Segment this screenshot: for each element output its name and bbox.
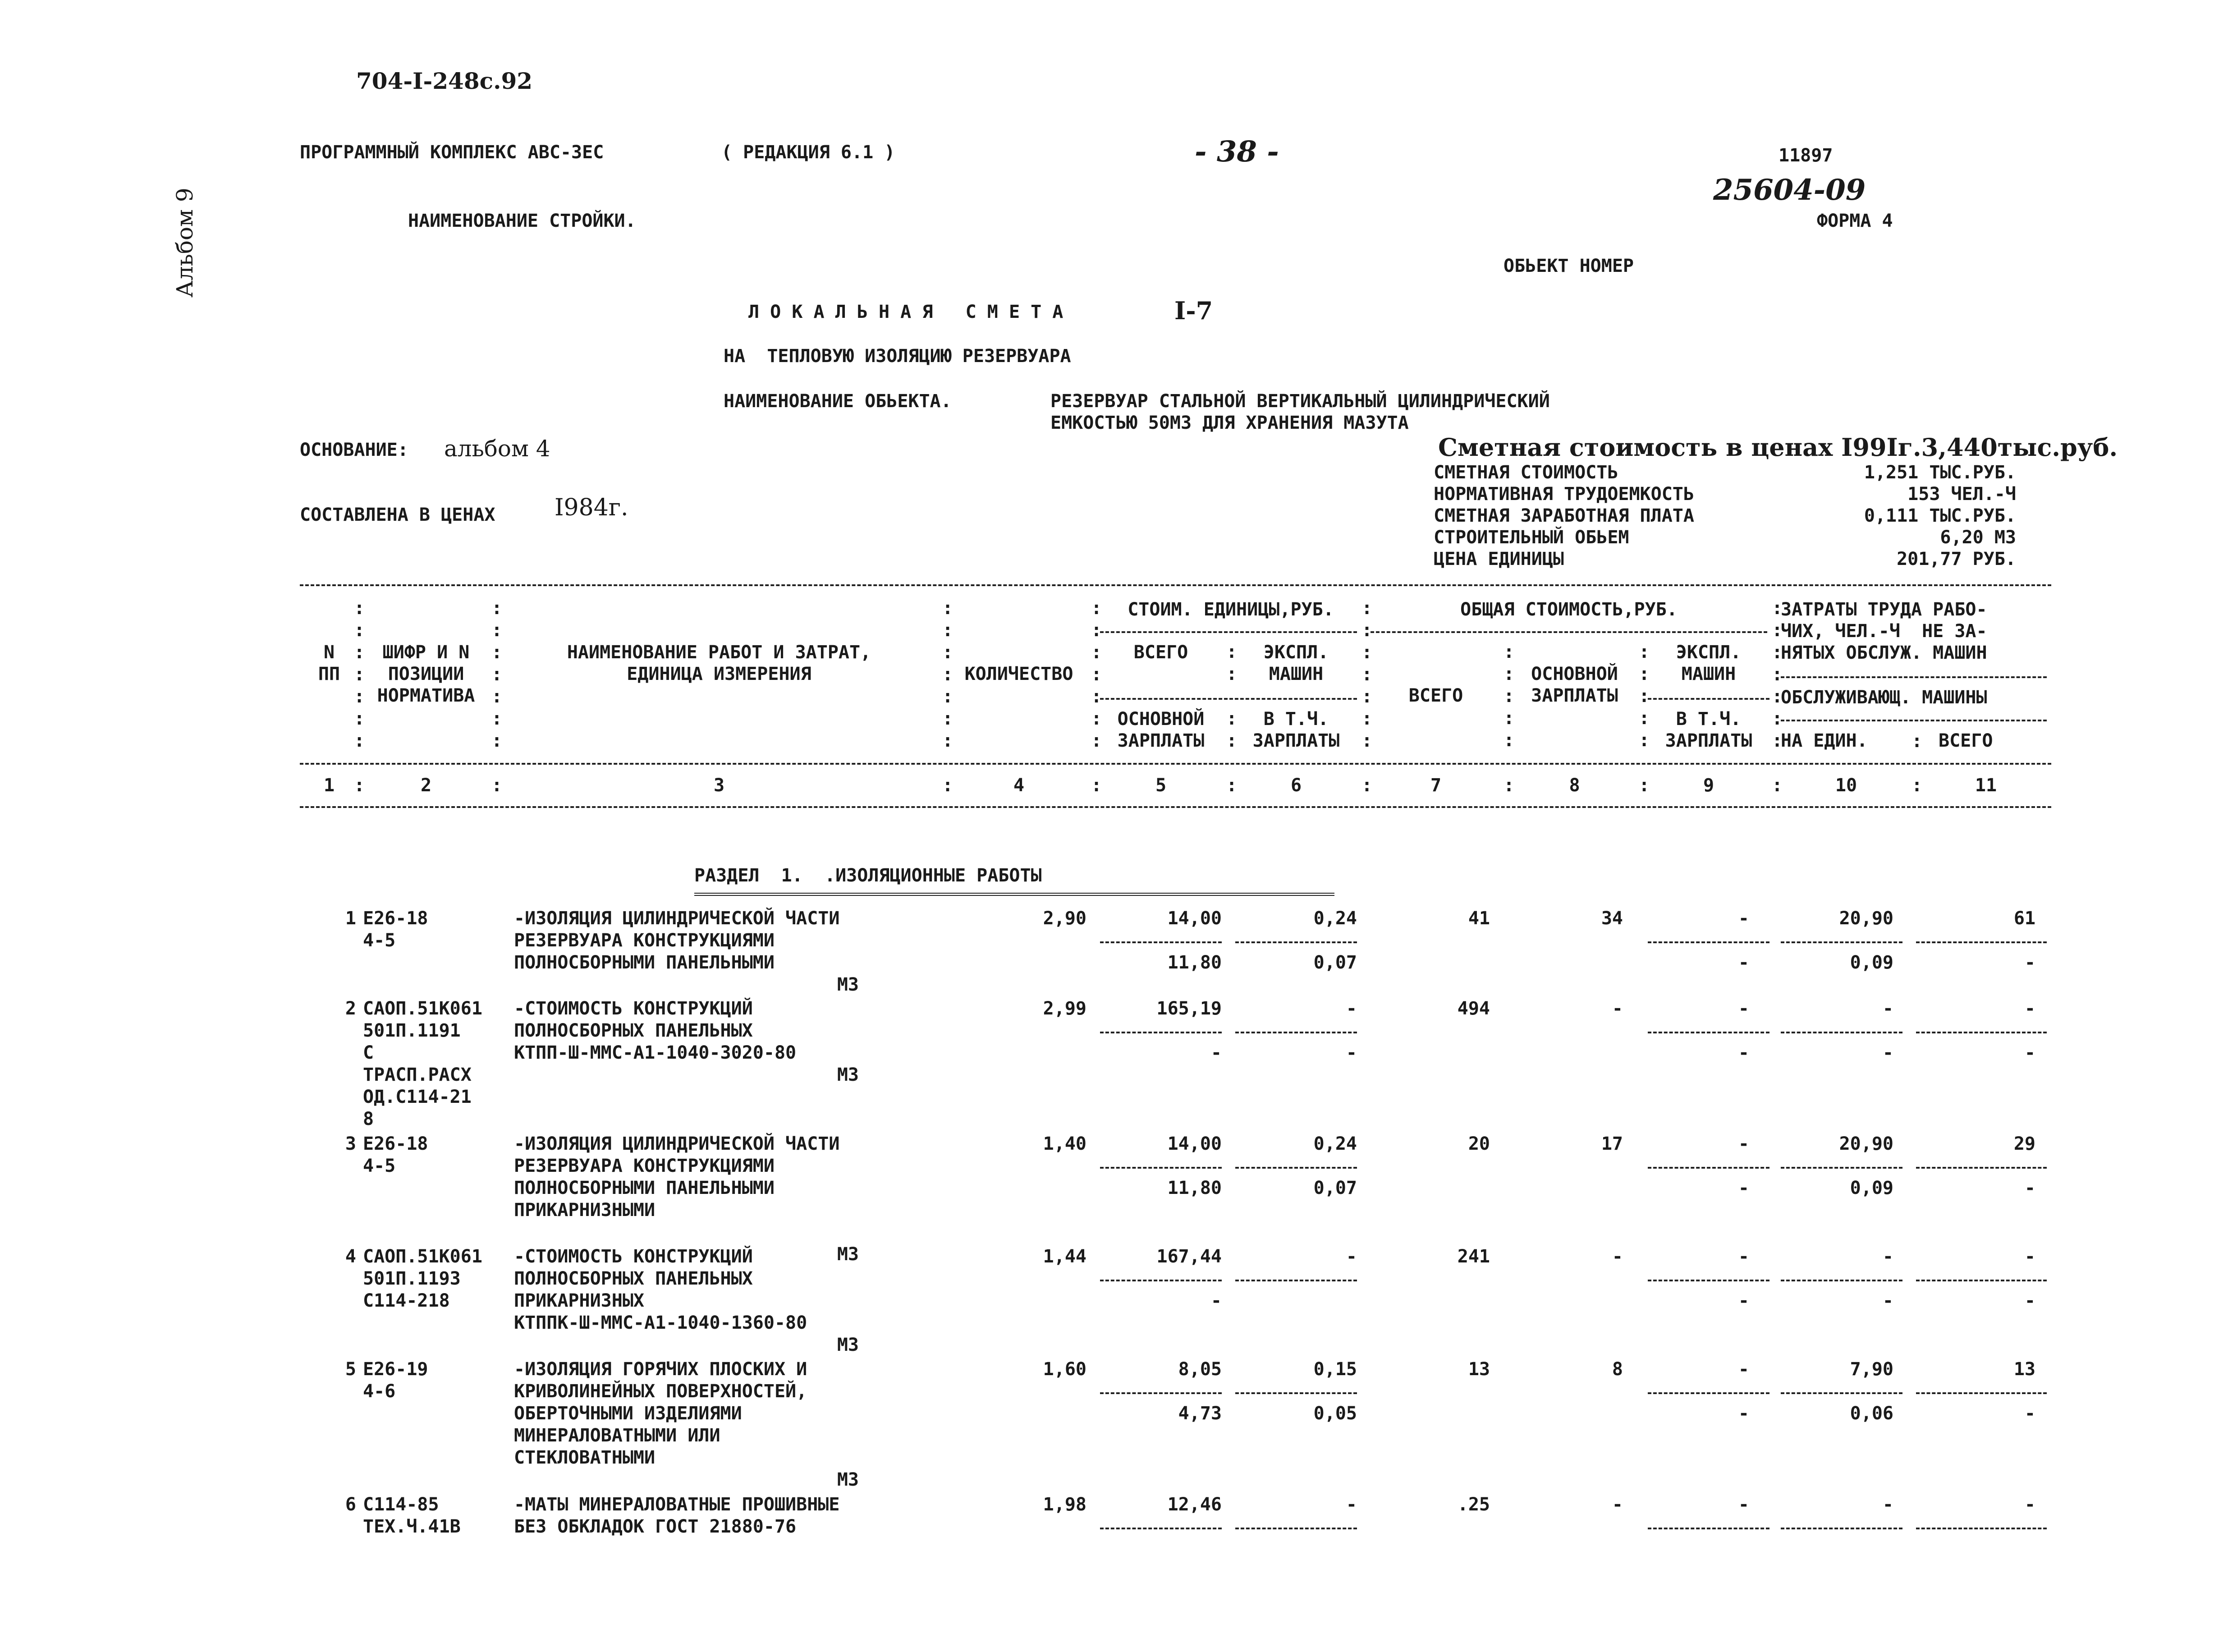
subtotal-rule [1916,1280,2047,1281]
row-total: 41 [1468,908,1490,929]
summary-label: СТРОИТЕЛЬНЫЙ ОБЬЕМ [1434,527,1629,548]
summary-label: СМЕТНАЯ ЗАРАБОТНАЯ ПЛАТА [1434,505,1694,526]
column-separator: : [1772,775,1783,796]
row-quantity: 2,99 [1043,998,1086,1019]
rule-line [1781,676,2047,678]
row-total-machines: - [1738,1246,1749,1267]
row-labor-total: 61 [2013,908,2035,929]
row-total: .25 [1457,1494,1490,1515]
column-separator: : [1091,775,1102,796]
inventory-number: 25604-09 [1713,173,1866,207]
row-unit-wage: 11,80 [1167,952,1222,973]
column-separator: : [1912,731,1923,752]
summary-header: Сметная стоимость в ценах I99Iг.3,440тыс.руб. [1438,433,2118,462]
header-labor-machines: ОБСЛУЖИВАЮЩ. МАШИНЫ [1781,687,1987,708]
row-quantity: 1,44 [1043,1246,1086,1267]
header-unit-mach-wage: В Т.Ч. [1263,709,1329,730]
summary-value: 201,77 РУБ. [1897,549,2016,569]
prices-year: I984г. [555,494,628,521]
subtotal-rule [1100,1032,1222,1033]
row-code: 4-6 [363,1381,396,1402]
subtotal-rule [1916,941,2047,943]
row-total-wage: 17 [1601,1133,1623,1154]
column-number: 8 [1569,775,1580,796]
object-name-line1: РЕЗЕРВУАР СТАЛЬНОЙ ВЕРТИКАЛЬНЫЙ ЦИЛИНДРИЧЕСКИЙ [1050,391,1550,412]
row-unit-total: 167,44 [1156,1246,1222,1267]
column-separator: : : [1226,642,1238,684]
header-total-machines: ЭКСПЛ. [1676,642,1742,663]
row-name: ПОЛНОСБОРНЫХ ПАНЕЛЬНЫХ [514,1268,753,1289]
row-total-wage: - [1612,1494,1623,1515]
row-total-machines: - [1738,998,1749,1019]
subtotal-rule [1235,1528,1357,1529]
page-number: - 38 - [1195,135,1279,169]
header-col1: N [323,642,335,663]
summary-value: 1,251 ТЫС.РУБ. [1864,462,2016,483]
subtotal-rule [1235,1032,1357,1033]
row-labor-mach-total: - [2024,1290,2035,1311]
column-number: 9 [1703,775,1714,796]
row-total-mach-wage: - [1738,1290,1749,1311]
row-unit-mach-wage: 0,07 [1313,952,1357,973]
estimate-title: Л О К А Л Ь Н А Я С М Е Т А [748,302,1063,322]
row-labor-mach-unit: 0,09 [1850,952,1893,973]
header-unit-cost: СТОИМ. ЕДИНИЦЫ,РУБ. [1128,599,1334,620]
row-code: С114-85 [363,1494,439,1515]
section-title: РАЗДЕЛ 1. .ИЗОЛЯЦИОННЫЕ РАБОТЫ [694,865,1042,886]
summary-value: 0,111 ТЫС.РУБ. [1864,505,2016,526]
rule-line [300,806,2051,808]
row-labor-total: - [2024,998,2035,1019]
subtotal-rule [1781,1392,1902,1394]
column-number: 5 [1155,775,1167,796]
row-name: ПРИКАРНИЗНЫХ [514,1290,644,1311]
row-code: Е26-18 [363,908,428,929]
row-total-mach-wage: - [1738,1178,1749,1198]
row-unit-machines: 0,24 [1313,1133,1357,1154]
subtotal-rule [1235,1167,1357,1169]
subtotal-rule [1648,1032,1769,1033]
summary-label: НОРМАТИВНАЯ ТРУДОЕМКОСТЬ [1434,484,1694,505]
row-name: ОБЕРТОЧНЫМИ ИЗДЕЛИЯМИ [514,1403,742,1424]
column-number: 2 [420,775,432,796]
row-labor-total: - [2024,1246,2035,1267]
row-unit-machines: 0,24 [1313,908,1357,929]
row-name: -ИЗОЛЯЦИЯ ГОРЯЧИХ ПЛОСКИХ И [514,1359,807,1380]
column-number: 7 [1430,775,1442,796]
row-total-wage: 8 [1612,1359,1623,1380]
prices-label: СОСТАВЛЕНА В ЦЕНАХ [300,505,495,525]
row-name: ПОЛНОСБОРНЫХ ПАНЕЛЬНЫХ [514,1020,753,1041]
row-unit-total: 8,05 [1178,1359,1222,1380]
reference-number: 11897 [1779,145,1833,166]
row-total-wage: - [1612,998,1623,1019]
column-separator: : : : : : [1504,642,1515,751]
row-quantity: 1,98 [1043,1494,1086,1515]
rule-line [1371,631,1767,633]
header-total-wage: ОСНОВНОЙ [1531,664,1618,684]
row-labor-unit: 20,90 [1839,1133,1893,1154]
header-total-wage: ЗАРПЛАТЫ [1531,685,1618,706]
row-name: -СТОИМОСТЬ КОНСТРУКЦИЙ [514,1246,753,1267]
row-total-wage: 34 [1601,908,1623,929]
header-labor: ЧИХ, ЧЕЛ.-Ч НЕ ЗА- [1781,621,1987,642]
row-unit-total: 165,19 [1156,998,1222,1019]
subtotal-rule [1235,1280,1357,1281]
row-name: СТЕКЛОВАТНЫМИ [514,1447,656,1468]
row-name: КТППК-Ш-ММС-А1-1040-1360-80 [514,1312,807,1333]
rule-line [1648,698,1769,700]
subtotal-rule [1916,1392,2047,1394]
subtotal-rule [1100,1528,1222,1529]
column-separator: : [942,775,953,796]
row-total-mach-wage: - [1738,1403,1749,1424]
subtotal-rule [1648,1167,1769,1169]
subtotal-rule [1648,1280,1769,1281]
object-name-line2: ЕМКОСТЬЮ 50М3 ДЛЯ ХРАНЕНИЯ МАЗУТА [1050,413,1409,433]
header-quantity: КОЛИЧЕСТВО [964,664,1073,684]
row-labor-mach-unit: - [1882,1290,1893,1311]
header-labor: ЗАТРАТЫ ТРУДА РАБО- [1781,599,1987,620]
row-labor-unit: - [1882,1494,1893,1515]
row-code: 501П.1193 [363,1268,461,1289]
basis-value: альбом 4 [444,436,550,462]
row-name: КРИВОЛИНЕЙНЫХ ПОВЕРХНОСТЕЙ, [514,1381,807,1402]
row-unit-wage: 11,80 [1167,1178,1222,1198]
row-code: Е26-19 [363,1359,428,1380]
rule-line [300,584,2051,586]
row-number: 4 [345,1246,356,1267]
column-separator: : : : : : : : [942,598,953,751]
header-col3: НАИМЕНОВАНИЕ РАБОТ И ЗАТРАТ, [567,642,871,663]
row-quantity: 2,90 [1043,908,1086,929]
row-unit-machines: - [1346,998,1357,1019]
column-number: 3 [713,775,725,796]
header-total-mach-wage: ЗАРПЛАТЫ [1665,730,1752,751]
row-labor-mach-unit: - [1882,1042,1893,1063]
row-unit-mach-wage: - [1346,1042,1357,1063]
header-total-machines: МАШИН [1681,664,1736,684]
subtotal-rule [1648,941,1769,943]
row-unit-machines: 0,15 [1313,1359,1357,1380]
summary-label: ЦЕНА ЕДИНИЦЫ [1434,549,1564,569]
row-unit-mach-wage: 0,05 [1313,1403,1357,1424]
column-number: 4 [1013,775,1025,796]
row-name: МИНЕРАЛОВАТНЫМИ ИЛИ [514,1425,720,1446]
row-name: РЕЗЕРВУАРА КОНСТРУКЦИЯМИ [514,930,775,951]
row-unit-total: 12,46 [1167,1494,1222,1515]
header-col2: ПОЗИЦИИ [388,664,464,684]
column-separator: : [1361,775,1373,796]
subtotal-rule [1916,1528,2047,1529]
row-total-wage: - [1612,1246,1623,1267]
row-unit-machines: - [1346,1494,1357,1515]
header-col1: ПП [318,664,340,684]
header-total-mach-wage: В Т.Ч. [1676,709,1742,730]
header-unit-wage: ЗАРПЛАТЫ [1117,730,1205,751]
row-labor-unit: - [1882,1246,1893,1267]
column-separator: : [491,775,503,796]
construction-label: НАИМЕНОВАНИЕ СТРОЙКИ. [408,211,636,231]
row-total: 494 [1457,998,1490,1019]
rule-line [1100,631,1357,633]
row-labor-unit: - [1882,998,1893,1019]
row-number: 1 [345,908,356,929]
column-separator: : : : : : : : [354,598,365,751]
header-labor: НЯТЫХ ОБСЛУЖ. МАШИН [1781,642,1987,663]
rule-line [1781,720,2047,721]
album-side-label: Альбом 9 [172,188,198,298]
row-name: БЕЗ ОБКЛАДОК ГОСТ 21880-76 [514,1516,797,1537]
header-unit-mach-wage: ЗАРПЛАТЫ [1252,730,1340,751]
row-labor-mach-total: - [2024,952,2035,973]
object-number-label: ОБЬЕКТ НОМЕР [1504,256,1634,276]
header-total-all: ВСЕГО [1408,685,1463,706]
row-number: 6 [345,1494,356,1515]
rule-line [300,763,2051,765]
row-unit-wage: 4,73 [1178,1403,1222,1424]
row-number: 2 [345,998,356,1019]
row-number: 5 [345,1359,356,1380]
row-code: Е26-18 [363,1133,428,1154]
row-code: ТРАСП.РАСХ [363,1065,472,1085]
row-unit: М3 [837,1244,859,1265]
row-labor-total: - [2024,1494,2035,1515]
row-name: ПРИКАРНИЗНЫМИ [514,1200,656,1221]
row-code: С [363,1042,374,1063]
row-total: 20 [1468,1133,1490,1154]
header-labor-total: ВСЕГО [1939,730,1993,751]
subtotal-rule [1100,1280,1222,1281]
row-code: 4-5 [363,1156,396,1176]
row-name: ПОЛНОСБОРНЫМИ ПАНЕЛЬНЫМИ [514,952,775,973]
column-number: 10 [1835,775,1857,796]
row-quantity: 1,60 [1043,1359,1086,1380]
row-name: -МАТЫ МИНЕРАЛОВАТНЫЕ ПРОШИВНЫЕ [514,1494,840,1515]
row-code: С114-218 [363,1290,450,1311]
row-total-mach-wage: - [1738,1042,1749,1063]
header-col3: ЕДИНИЦА ИЗМЕРЕНИЯ [627,664,811,684]
column-number: 1 [323,775,335,796]
subtotal-rule [1100,1392,1222,1394]
row-code: 501П.1191 [363,1020,461,1041]
row-unit-total: 14,00 [1167,1133,1222,1154]
row-labor-mach-total: - [2024,1178,2035,1198]
row-total-machines: - [1738,908,1749,929]
section-underline [694,893,1334,896]
rule-line [1100,698,1357,700]
column-separator: : [1504,775,1515,796]
row-unit-machines: - [1346,1246,1357,1267]
subtotal-rule [1916,1032,2047,1033]
column-separator: : [1912,775,1923,796]
column-separator: : [354,775,365,796]
row-total: 241 [1457,1246,1490,1267]
subtotal-rule [1781,941,1902,943]
row-total-machines: - [1738,1359,1749,1380]
estimate-number: I-7 [1174,296,1213,325]
column-separator: : : : : : : : [1772,598,1783,751]
row-unit: М3 [837,1469,859,1490]
header-col2: НОРМАТИВА [377,685,475,706]
row-unit-wage: - [1210,1290,1222,1311]
row-code: САОП.51К061 [363,1246,482,1267]
row-unit-total: 14,00 [1167,908,1222,929]
row-labor-mach-unit: 0,09 [1850,1178,1893,1198]
row-labor-mach-total: - [2024,1403,2035,1424]
document-code: 704-I-248с.92 [356,68,533,94]
row-name: КТПП-Ш-ММС-А1-1040-3020-80 [514,1042,797,1063]
row-unit: М3 [837,1065,859,1085]
column-separator: : : [1226,708,1238,751]
row-unit: М3 [837,1335,859,1355]
subtotal-rule [1235,941,1357,943]
form-number: ФОРМА 4 [1817,211,1893,231]
row-total-machines: - [1738,1494,1749,1515]
row-labor-mach-total: - [2024,1042,2035,1063]
estimate-subject: НА ТЕПЛОВУЮ ИЗОЛЯЦИЮ РЕЗЕРВУАРА [724,346,1071,367]
row-total: 13 [1468,1359,1490,1380]
row-labor-mach-unit: 0,06 [1850,1403,1893,1424]
summary-label: СМЕТНАЯ СТОИМОСТЬ [1434,462,1618,483]
row-total-machines: - [1738,1133,1749,1154]
row-labor-unit: 7,90 [1850,1359,1893,1380]
column-separator: : : : : : [1639,642,1650,751]
program-name: ПРОГРАММНЫЙ КОМПЛЕКС АВС-ЗЕС [300,142,604,163]
row-labor-total: 13 [2013,1359,2035,1380]
basis-label: ОСНОВАНИЕ: [300,440,408,460]
header-unit-machines: МАШИН [1269,664,1324,684]
row-unit: М3 [837,974,859,995]
program-edition: ( РЕДАКЦИЯ 6.1 ) [721,142,895,163]
row-unit-mach-wage: 0,07 [1313,1178,1357,1198]
header-unit-total: ВСЕГО [1133,642,1188,663]
row-quantity: 1,40 [1043,1133,1086,1154]
column-separator: : : : : : : : [491,598,503,751]
header-unit-wage: ОСНОВНОЙ [1117,709,1205,730]
header-total-cost: ОБЩАЯ СТОИМОСТЬ,РУБ. [1460,599,1678,620]
subtotal-rule [1648,1528,1769,1529]
subtotal-rule [1100,1167,1222,1169]
column-separator: : : : : : : : [1361,598,1373,751]
row-code: ТЕХ.Ч.41В [363,1516,461,1537]
row-name: РЕЗЕРВУАРА КОНСТРУКЦИЯМИ [514,1156,775,1176]
subtotal-rule [1781,1528,1902,1529]
subtotal-rule [1100,941,1222,943]
column-number: 11 [1975,775,1997,796]
subtotal-rule [1781,1167,1902,1169]
subtotal-rule [1916,1167,2047,1169]
header-col2: ШИФР И N [382,642,470,663]
row-code: САОП.51К061 [363,998,482,1019]
column-separator: : [1639,775,1650,796]
subtotal-rule [1781,1280,1902,1281]
row-code: 8 [363,1109,374,1129]
column-number: 6 [1290,775,1302,796]
column-separator: : [1226,775,1238,796]
summary-value: 153 ЧЕЛ.-Ч [1907,484,2016,505]
row-labor-unit: 20,90 [1839,908,1893,929]
row-unit-wage: - [1210,1042,1222,1063]
row-code: ОД.С114-21 [363,1087,472,1107]
header-labor-unit: НА ЕДИН. [1781,730,1868,751]
row-name: -ИЗОЛЯЦИЯ ЦИЛИНДРИЧЕСКОЙ ЧАСТИ [514,908,840,929]
subtotal-rule [1648,1392,1769,1394]
row-name: -ИЗОЛЯЦИЯ ЦИЛИНДРИЧЕСКОЙ ЧАСТИ [514,1133,840,1154]
row-name: ПОЛНОСБОРНЫМИ ПАНЕЛЬНЫМИ [514,1178,775,1198]
subtotal-rule [1235,1392,1357,1394]
row-code: 4-5 [363,930,396,951]
column-separator: : : : : : : : [1091,598,1102,751]
row-number: 3 [345,1133,356,1154]
row-total-mach-wage: - [1738,952,1749,973]
header-unit-machines: ЭКСПЛ. [1263,642,1329,663]
subtotal-rule [1781,1032,1902,1033]
object-label: НАИМЕНОВАНИЕ ОБЬЕКТА. [724,391,952,412]
row-labor-total: 29 [2013,1133,2035,1154]
summary-value: 6,20 М3 [1940,527,2016,548]
row-name: -СТОИМОСТЬ КОНСТРУКЦИЙ [514,998,753,1019]
